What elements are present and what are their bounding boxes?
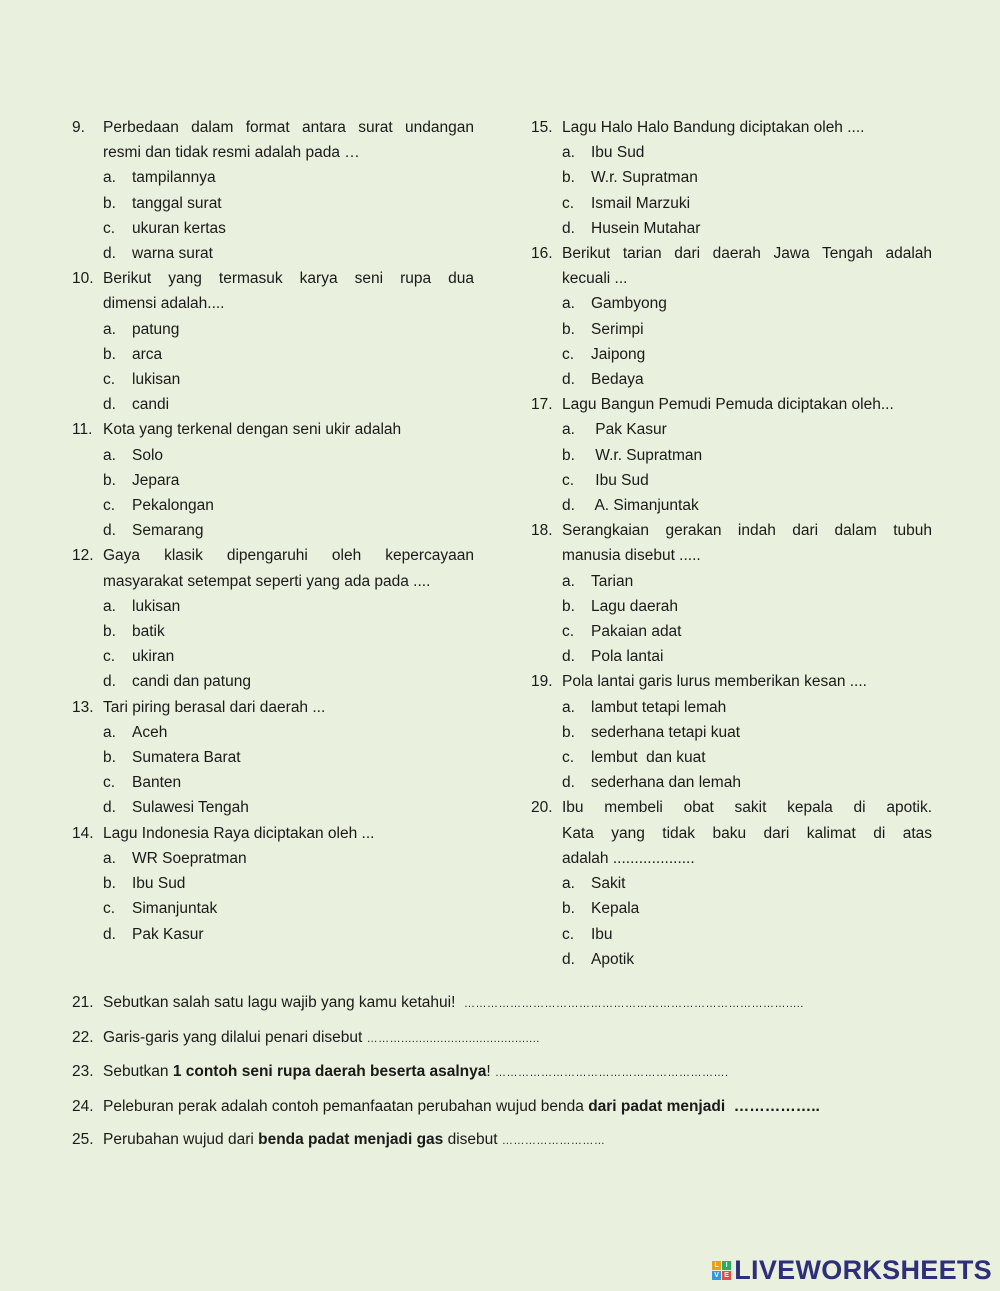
question-17 bbox=[531, 392, 932, 518]
question-text: Lagu Halo Halo Bandung diciptakan oleh .... bbox=[562, 119, 865, 136]
question-number: 25. bbox=[72, 1131, 94, 1148]
question-text: manusia disebut ..... bbox=[562, 547, 701, 565]
question-19 bbox=[531, 669, 932, 795]
logo-text: LIVEWORKSHEETS bbox=[734, 1255, 992, 1285]
essay-text bbox=[103, 1129, 605, 1152]
option-text: Husein Mutahar bbox=[591, 219, 701, 237]
answer-option[interactable] bbox=[531, 317, 932, 342]
option-text: Semarang bbox=[132, 522, 204, 540]
answer-option[interactable] bbox=[531, 216, 932, 241]
option-text: Ibu Sud bbox=[591, 471, 649, 489]
question-11 bbox=[72, 417, 474, 543]
answer-option[interactable] bbox=[72, 191, 474, 216]
option-text: Lagu daerah bbox=[591, 597, 679, 615]
option-text: WR Soepratman bbox=[132, 849, 247, 867]
answer-option[interactable] bbox=[531, 367, 932, 392]
answer-option[interactable] bbox=[531, 569, 932, 594]
option-letter: b. bbox=[562, 320, 575, 338]
option-letter: b. bbox=[103, 875, 116, 893]
option-letter: d. bbox=[103, 396, 116, 414]
answer-blank[interactable]: ……………………… bbox=[501, 1135, 606, 1147]
option-text: patung bbox=[132, 320, 180, 338]
question-text: Ibu membeli obat sakit kepala di apotik. bbox=[562, 799, 932, 817]
answer-option[interactable] bbox=[72, 216, 474, 241]
question-number: 24. bbox=[72, 1097, 94, 1115]
question-text: Tari piring berasal dari daerah ... bbox=[103, 698, 326, 716]
option-letter: c. bbox=[562, 623, 575, 641]
essay-section bbox=[72, 992, 932, 1164]
question-number bbox=[531, 543, 562, 568]
question-text: Lagu Indonesia Raya diciptakan oleh ... bbox=[103, 824, 375, 842]
option-letter: a. bbox=[103, 169, 116, 187]
answer-option[interactable] bbox=[72, 745, 474, 770]
essay-text bbox=[103, 992, 804, 1015]
option-letter: d. bbox=[562, 219, 575, 237]
liveworksheets-logo bbox=[712, 1255, 992, 1286]
option-text: Banten bbox=[132, 774, 182, 792]
option-letter: c. bbox=[562, 194, 575, 212]
essay-question-22[interactable] bbox=[72, 1027, 932, 1050]
essay-question-23[interactable] bbox=[72, 1061, 932, 1084]
option-letter: a. bbox=[103, 597, 116, 615]
option-text: A. Simanjuntak bbox=[591, 497, 699, 515]
option-letter: c. bbox=[562, 345, 575, 363]
option-letter: c. bbox=[103, 219, 116, 237]
answer-option[interactable] bbox=[72, 518, 474, 543]
answer-option[interactable] bbox=[72, 846, 474, 871]
answer-option[interactable] bbox=[531, 594, 932, 619]
answer-option[interactable] bbox=[531, 770, 932, 795]
answer-option[interactable] bbox=[531, 191, 932, 216]
option-text: Pekalongan bbox=[132, 497, 214, 515]
option-letter: d. bbox=[103, 522, 116, 540]
question-text: Lagu Bangun Pemudi Pemuda diciptakan oleh... bbox=[562, 396, 894, 414]
question-line bbox=[72, 569, 474, 594]
question-12 bbox=[72, 543, 474, 694]
essay-text-part: benda padat menjadi gas bbox=[258, 1131, 444, 1148]
option-letter: d. bbox=[562, 497, 575, 515]
essay-text-part: disebut bbox=[443, 1131, 502, 1148]
option-text: W.r. Supratman bbox=[591, 446, 703, 464]
left-question-column bbox=[72, 115, 474, 947]
question-text: Kota yang terkenal dengan seni ukir adalah bbox=[103, 421, 402, 439]
answer-option[interactable] bbox=[72, 922, 474, 947]
option-text: arca bbox=[132, 345, 163, 363]
option-text: lukisan bbox=[132, 597, 181, 615]
option-letter: d. bbox=[103, 673, 116, 691]
question-13 bbox=[72, 695, 474, 821]
question-number bbox=[72, 140, 103, 165]
option-text: Tarian bbox=[591, 572, 634, 590]
option-text: Solo bbox=[132, 446, 164, 464]
right-question-column bbox=[531, 115, 932, 972]
option-letter: c. bbox=[103, 371, 116, 389]
answer-option[interactable] bbox=[531, 493, 932, 518]
essay-question-24[interactable] bbox=[72, 1096, 932, 1118]
question-text: Berikut tarian dari daerah Jawa Tengah adalah bbox=[562, 245, 932, 263]
option-text: Apotik bbox=[591, 950, 635, 968]
question-number bbox=[72, 291, 103, 316]
option-letter: a. bbox=[103, 320, 116, 338]
answer-option[interactable] bbox=[531, 619, 932, 644]
question-number: 11. bbox=[72, 421, 93, 439]
option-text: Sulawesi Tengah bbox=[132, 799, 249, 817]
answer-option[interactable] bbox=[72, 241, 474, 266]
option-text: Bedaya bbox=[591, 371, 644, 389]
question-line bbox=[72, 140, 474, 165]
question-number bbox=[72, 569, 103, 594]
question-line bbox=[72, 417, 474, 442]
question-10 bbox=[72, 266, 474, 417]
question-text: adalah ................... bbox=[562, 849, 695, 867]
question-number: 18. bbox=[531, 522, 553, 540]
question-line bbox=[531, 115, 932, 140]
question-14 bbox=[72, 821, 474, 947]
option-letter: c. bbox=[562, 925, 575, 943]
answer-option[interactable] bbox=[72, 165, 474, 190]
essay-question-25[interactable] bbox=[72, 1129, 932, 1152]
essay-text-part: Perubahan wujud dari bbox=[103, 1131, 259, 1148]
option-letter: a. bbox=[562, 144, 575, 162]
answer-blank[interactable]: ……………………………………………………. bbox=[495, 1067, 729, 1079]
option-letter: b. bbox=[562, 446, 575, 464]
option-text: Aceh bbox=[132, 723, 168, 741]
answer-blank[interactable]: …………………………………………………………………………..... bbox=[464, 998, 804, 1010]
question-line bbox=[531, 392, 932, 417]
option-text: Jaipong bbox=[591, 345, 646, 363]
answer-option[interactable] bbox=[531, 342, 932, 367]
option-letter: b. bbox=[562, 723, 575, 741]
question-number: 22. bbox=[72, 1028, 94, 1046]
option-text: sederhana dan lemah bbox=[591, 774, 741, 792]
question-number: 16. bbox=[531, 245, 553, 263]
answer-option[interactable] bbox=[531, 291, 932, 316]
option-letter: b. bbox=[103, 623, 116, 641]
question-number: 9. bbox=[72, 119, 85, 136]
option-letter: d. bbox=[562, 648, 575, 666]
option-letter: a. bbox=[562, 875, 575, 893]
question-line bbox=[72, 821, 474, 846]
option-letter: d. bbox=[562, 774, 575, 792]
answer-option[interactable] bbox=[531, 468, 932, 493]
answer-option[interactable] bbox=[72, 871, 474, 896]
essay-text-part: Peleburan perak adalah contoh pemanfaatan perubahan wujud benda bbox=[103, 1097, 589, 1115]
question-text: Berikut yang termasuk karya seni rupa dua bbox=[103, 270, 474, 288]
question-line bbox=[531, 846, 932, 871]
option-letter: b. bbox=[562, 169, 575, 187]
question-text: Perbedaan dalam format antara surat undangan bbox=[103, 119, 474, 136]
essay-text-part: Sebutkan bbox=[103, 1063, 173, 1080]
option-letter: a. bbox=[103, 849, 116, 867]
question-18 bbox=[531, 518, 932, 669]
answer-option[interactable] bbox=[72, 795, 474, 820]
answer-option[interactable] bbox=[531, 443, 932, 468]
option-letter: a. bbox=[103, 723, 116, 741]
option-letter: d. bbox=[103, 245, 116, 263]
option-letter: b. bbox=[103, 194, 116, 212]
answer-option[interactable] bbox=[531, 745, 932, 770]
question-9 bbox=[72, 115, 474, 266]
option-letter: a. bbox=[562, 295, 575, 313]
question-number bbox=[531, 266, 562, 291]
option-text: Pak Kasur bbox=[132, 925, 204, 943]
answer-option[interactable] bbox=[72, 468, 474, 493]
option-letter: c. bbox=[562, 471, 575, 489]
question-number: 14. bbox=[72, 824, 94, 842]
answer-option[interactable] bbox=[72, 720, 474, 745]
option-text: Ibu Sud bbox=[591, 144, 645, 162]
question-15 bbox=[531, 115, 932, 241]
question-20 bbox=[531, 795, 932, 971]
option-text: candi dan patung bbox=[132, 673, 251, 691]
question-line bbox=[72, 543, 474, 568]
option-text: lambut tetapi lemah bbox=[591, 698, 727, 716]
essay-text bbox=[103, 1096, 820, 1118]
answer-option[interactable] bbox=[72, 493, 474, 518]
question-text: Pola lantai garis lurus memberikan kesan .... bbox=[562, 673, 867, 691]
answer-option[interactable] bbox=[531, 140, 932, 165]
option-text: W.r. Supratman bbox=[591, 169, 698, 187]
essay-text-part: Sebutkan salah satu lagu wajib yang kamu ketahui! bbox=[103, 994, 465, 1011]
option-text: Jepara bbox=[132, 471, 180, 489]
logo-mark-cell: V bbox=[712, 1271, 721, 1280]
question-line bbox=[531, 241, 932, 266]
option-letter: a. bbox=[562, 572, 575, 590]
answer-option[interactable] bbox=[72, 317, 474, 342]
answer-option[interactable] bbox=[72, 342, 474, 367]
option-text: Ibu Sud bbox=[132, 875, 186, 893]
option-text: candi bbox=[132, 396, 170, 414]
option-letter: c. bbox=[103, 900, 116, 918]
option-letter: a. bbox=[562, 698, 575, 716]
option-text: lukisan bbox=[132, 371, 181, 389]
question-text: Kata yang tidak baku dari kalimat di atas bbox=[562, 824, 932, 842]
logo-mark-cell: L bbox=[712, 1261, 721, 1270]
essay-text-part: Garis-garis yang dilalui penari disebut bbox=[103, 1028, 367, 1046]
option-text: Pakaian adat bbox=[591, 623, 682, 641]
essay-text-part: ! bbox=[486, 1063, 496, 1080]
option-text: ukuran kertas bbox=[132, 219, 226, 237]
answer-blank[interactable]: ………....................................... bbox=[366, 1032, 540, 1045]
question-line bbox=[72, 291, 474, 316]
option-letter: c. bbox=[562, 749, 575, 767]
answer-option[interactable] bbox=[72, 644, 474, 669]
option-text: Ismail Marzuki bbox=[591, 194, 691, 212]
option-letter: b. bbox=[103, 749, 116, 767]
question-number bbox=[531, 846, 562, 871]
question-text: masyarakat setempat seperti yang ada pada .... bbox=[103, 572, 431, 590]
option-text: lembut dan kuat bbox=[591, 749, 706, 767]
option-text: ukiran bbox=[132, 648, 175, 666]
answer-option[interactable] bbox=[531, 695, 932, 720]
question-16 bbox=[531, 241, 932, 392]
option-letter: d. bbox=[562, 950, 575, 968]
essay-text-part: 1 contoh seni rupa daerah beserta asalnya bbox=[172, 1063, 487, 1080]
essay-text bbox=[103, 1027, 540, 1050]
question-line bbox=[531, 669, 932, 694]
answer-option[interactable] bbox=[531, 165, 932, 190]
option-letter: a. bbox=[103, 446, 116, 464]
question-text: kecuali ... bbox=[562, 270, 628, 288]
option-letter: c. bbox=[103, 648, 116, 666]
question-number: 17. bbox=[531, 396, 553, 414]
question-number: 15. bbox=[531, 119, 553, 136]
logo-mark-cell: E bbox=[722, 1271, 731, 1280]
option-letter: a. bbox=[562, 421, 575, 439]
question-line bbox=[531, 266, 932, 291]
essay-text bbox=[103, 1061, 729, 1084]
option-text: Gambyong bbox=[591, 295, 667, 313]
question-number: 21. bbox=[72, 994, 94, 1011]
answer-option[interactable] bbox=[72, 443, 474, 468]
answer-option[interactable] bbox=[72, 619, 474, 644]
option-letter: c. bbox=[103, 774, 116, 792]
answer-option[interactable] bbox=[72, 392, 474, 417]
option-text: Ibu bbox=[591, 925, 613, 943]
option-text: Kepala bbox=[591, 900, 640, 918]
option-text: sederhana tetapi kuat bbox=[591, 723, 741, 741]
logo-mark-cell: I bbox=[722, 1261, 731, 1270]
option-letter: c. bbox=[103, 497, 116, 515]
option-text: tampilannya bbox=[132, 169, 216, 187]
question-number: 20. bbox=[531, 799, 553, 817]
answer-option[interactable] bbox=[531, 922, 932, 947]
question-number: 23. bbox=[72, 1063, 94, 1080]
option-letter: b. bbox=[562, 900, 575, 918]
option-text: Pola lantai bbox=[591, 648, 664, 666]
option-letter: b. bbox=[103, 471, 116, 489]
question-line bbox=[72, 695, 474, 720]
question-number bbox=[531, 821, 562, 846]
option-text: batik bbox=[132, 623, 165, 641]
question-number: 13. bbox=[72, 698, 94, 716]
option-letter: b. bbox=[103, 345, 116, 363]
option-text: Sakit bbox=[591, 875, 626, 893]
answer-option[interactable] bbox=[531, 871, 932, 896]
question-text: Gaya klasik dipengaruhi oleh kepercayaan bbox=[103, 547, 474, 565]
option-text: Serimpi bbox=[591, 320, 644, 338]
question-text: resmi dan tidak resmi adalah pada … bbox=[103, 144, 360, 162]
question-line bbox=[72, 115, 474, 140]
option-text: Pak Kasur bbox=[591, 421, 667, 439]
option-letter: d. bbox=[103, 925, 116, 943]
answer-option[interactable] bbox=[72, 367, 474, 392]
answer-option[interactable] bbox=[531, 896, 932, 921]
question-number: 10. bbox=[72, 270, 94, 288]
question-line bbox=[531, 518, 932, 543]
option-text: Sumatera Barat bbox=[132, 749, 241, 767]
option-text: Simanjuntak bbox=[132, 900, 218, 918]
question-line bbox=[531, 795, 932, 820]
question-line bbox=[72, 266, 474, 291]
option-letter: d. bbox=[103, 799, 116, 817]
answer-option[interactable] bbox=[531, 417, 932, 442]
option-text: warna surat bbox=[132, 245, 213, 263]
question-number: 19. bbox=[531, 673, 553, 691]
answer-option[interactable] bbox=[531, 720, 932, 745]
question-text: dimensi adalah.... bbox=[103, 295, 225, 313]
logo-mark-icon bbox=[712, 1261, 731, 1280]
answer-option[interactable] bbox=[72, 594, 474, 619]
option-letter: d. bbox=[562, 371, 575, 389]
option-letter: b. bbox=[562, 597, 575, 615]
question-line bbox=[531, 543, 932, 568]
question-text: Serangkaian gerakan indah dari dalam tubuh bbox=[562, 522, 932, 540]
answer-option[interactable] bbox=[72, 770, 474, 795]
essay-question-21[interactable] bbox=[72, 992, 932, 1015]
answer-option[interactable] bbox=[531, 947, 932, 972]
question-line bbox=[531, 821, 932, 846]
option-text: tanggal surat bbox=[132, 194, 222, 212]
answer-option[interactable] bbox=[531, 644, 932, 669]
answer-option[interactable] bbox=[72, 896, 474, 921]
answer-blank[interactable]: dari padat menjadi …………….. bbox=[588, 1097, 820, 1115]
question-number: 12. bbox=[72, 547, 94, 565]
answer-option[interactable] bbox=[72, 669, 474, 694]
